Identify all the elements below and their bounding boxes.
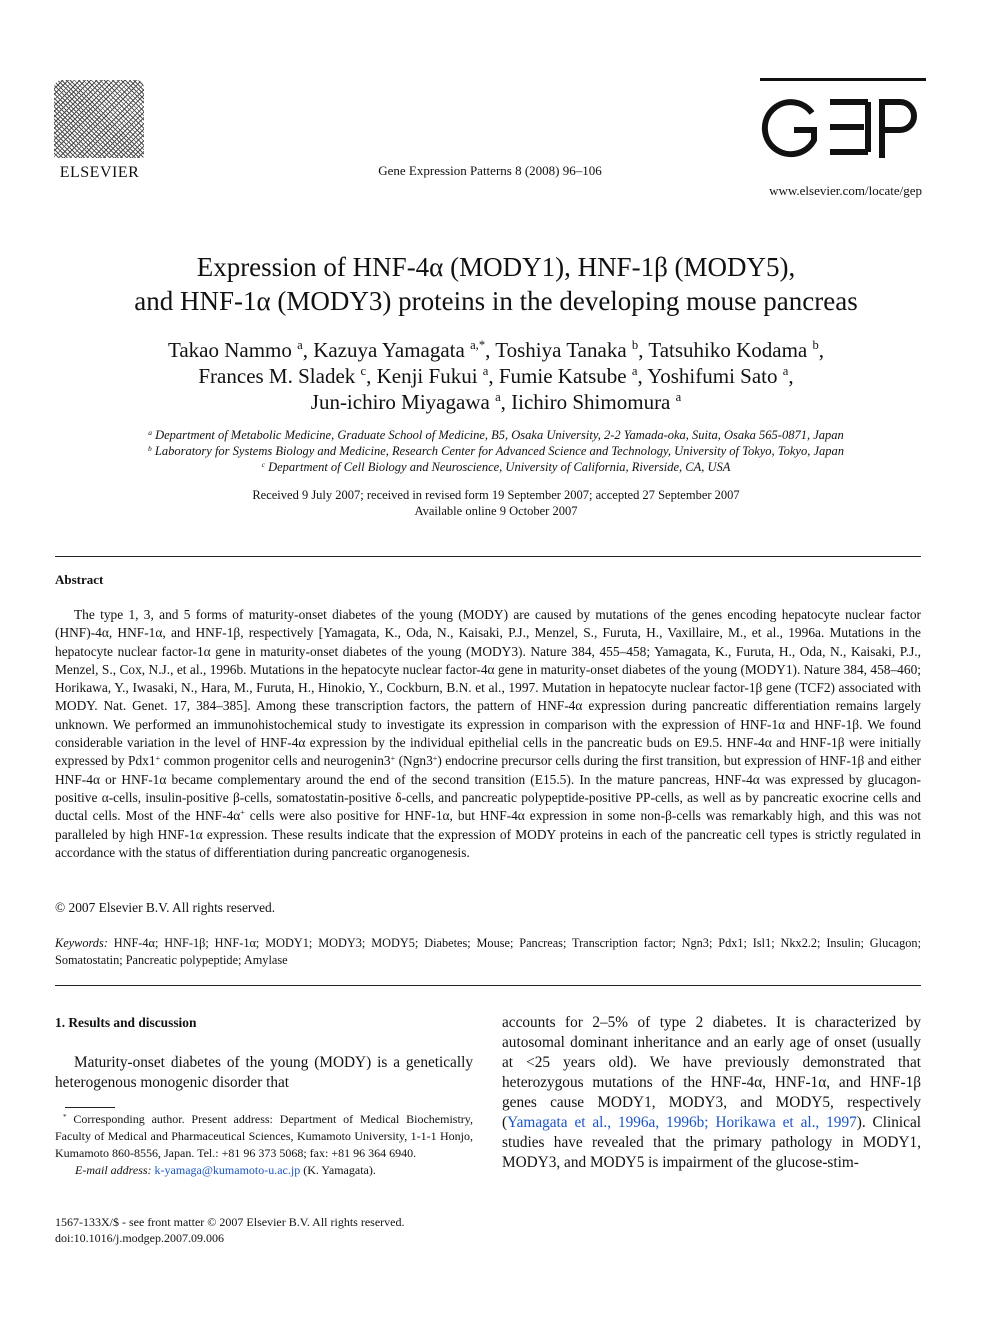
divider xyxy=(55,985,921,986)
keywords-list: HNF-4α; HNF-1β; HNF-1α; MODY1; MODY3; MODY5; Diabetes; Mouse; Pancreas; Transcription factor; Ngn3; Pdx1; Isl1; Nkx2.2; Insulin; Glucagon; Somatostatin; Pancreatic polypeptide; Amylase xyxy=(55,936,921,967)
author-line xyxy=(60,337,932,363)
author: Toshiya Tanaka $^b$, xyxy=(495,338,649,362)
front-matter: 1567-133X/$ - see front matter © 2007 Elsevier B.V. All rights reserved. xyxy=(55,1215,405,1229)
author: Takao Nammo $^a$, xyxy=(167,338,314,362)
author-line xyxy=(60,363,932,389)
received-dates: Received 9 July 2007; received in revised form 19 September 2007; accepted 27 September 2007 xyxy=(252,488,740,502)
affiliation: $^a$ Department of Metabolic Medicine, Graduate School of Medicine, B5, Osaka University, 2-2 Yamada-oka, Suita, Osaka 565-0871, Japan xyxy=(148,427,844,442)
doi: doi:10.1016/j.modgep.2007.09.006 xyxy=(55,1231,224,1245)
title-line-1: Expression of HNF-4α (MODY1), HNF-1β (MODY5), xyxy=(196,252,796,282)
journal-citation: Gene Expression Patterns 8 (2008) 96–106 xyxy=(378,163,602,178)
section-heading: 1. Results and discussion xyxy=(55,1015,197,1030)
elsevier-logo xyxy=(52,80,147,185)
body-text-col1: Maturity-onset diabetes of the young (MODY) is a genetically heterogenous monogenic disorder that xyxy=(55,1054,473,1091)
author: Frances M. Sladek $^c$, xyxy=(198,364,377,388)
abstract-copyright: © 2007 Elsevier B.V. All rights reserved. xyxy=(55,900,276,915)
abstract-heading: Abstract xyxy=(55,572,104,587)
online-date: Available online 9 October 2007 xyxy=(414,504,578,518)
author: Kenji Fukui $^a$, xyxy=(376,364,499,388)
divider xyxy=(55,556,921,557)
keywords xyxy=(55,935,921,969)
article-title xyxy=(40,250,952,318)
citation-link[interactable]: Yamagata et al., 1996a, 1996b; Horikawa et al., 1997 xyxy=(507,1114,857,1131)
page-footer xyxy=(55,1214,475,1246)
article-dates xyxy=(60,487,932,519)
author-list xyxy=(60,337,932,415)
elsevier-tree-icon xyxy=(54,80,144,158)
author: Yoshifumi Sato $^a$, xyxy=(647,364,794,388)
affiliation: $^b$ Laboratory for Systems Biology and Medicine, Research Center for Advanced Science and Technology, University of Tokyo, Tokyo, Japan xyxy=(148,443,844,458)
affiliations xyxy=(60,427,932,475)
gep-logo-icon xyxy=(760,78,926,178)
author: Tatsuhiko Kodama $^b$, xyxy=(648,338,825,362)
journal-url[interactable]: www.elsevier.com/locate/gep xyxy=(769,183,922,198)
footnote-rule xyxy=(65,1107,115,1108)
journal-logo xyxy=(760,78,926,178)
body-text-col2: accounts for 2–5% of type 2 diabetes. It is characterized by autosomal dominant inheritance and an early age of onset (usually at <25 years old). We have previously demonstrated that heterozygous mutations of the HNF-4α, HNF-1α, and HNF-1β genes cause MODY1, MODY3, and MODY5, respectively (Yamagata et al., 1996a, 1996b; Horikawa et al., 1997). Clinical studies have revealed that the primary pathology in MODY1, MODY3, and MODY5 is impairment of the glucose-stim- xyxy=(502,1014,921,1171)
journal-logo-text xyxy=(760,78,761,79)
author: Fumie Katsube $^a$, xyxy=(498,364,648,388)
abstract-text: The type 1, 3, and 5 forms of maturity-onset diabetes of the young (MODY) are caused by mutations of the genes encoding hepatocyte nuclear factor (HNF)-4α, HNF-1α, and HNF-1β, respectively [Yamagata, K., Oda, N., Kaisaki, P.J., Menzel, S., Furuta, H., Vaxillaire, M., et al., 1996a. Mutations in the hepatocyte nuclear factor-1α gene in maturity-onset diabetes of the young (MODY3). Nature 384, 455–458; Yamagata, K., Furuta, H., Oda, N., Kaisaki, P.J., Menzel, S., Cox, N.J., et al., 1996b. Mutations in the hepatocyte nuclear factor-4α gene in maturity-onset diabetes of the young (MODY1). Nature 384, 458–460; Horikawa, Y., Iwasaki, N., Hara, M., Furuta, H., Hinokio, Y., Cockburn, B.N. et al., 1997. Mutation in hepatocyte nuclear factor-1β gene (TCF2) associated with MODY. Nat. Genet. 17, 384–385]. Among these transcription factors, the pattern of HNF-4α expression during pancreatic differentiation remains largely unknown. We performed an immunohistochemical study to investigate its expression in comparison with the expression of HNF-1α and HNF-1β. We found considerable variation in the level of HNF-4α expression by the individual epithelial cells in the pancreatic buds on E9.5. HNF-4α and HNF-1β were initially expressed by Pdx1+ common progenitor cells and neurogenin3+ (Ngn3+) endocrine precursor cells during the first transition, but expression of HNF-1β and either HNF-4α or HNF-1α became complementary around the end of the second transition (E15.5). In the mature pancreas, HNF-4α was expressed by glucagon-positive α-cells, insulin-positive β-cells, somatostatin-positive δ-cells, and pancreatic polypeptide-positive PP-cells, as well as by pancreatic exocrine cells and ductal cells. Most of the HNF-4α+ cells were also positive for HNF-1α, but HNF-4α expression in some non-β-cells was remarkably high, and this was not paralleled by high HNF-1α expression. These results indicate that the expression of MODY proteins in each of the pancreatic cell types is strictly regulated in accordance with the status of differentiation during pancreatic organogenesis. xyxy=(55,607,922,860)
email-link[interactable]: k-yamaga@kumamoto-u.ac.jp xyxy=(154,1163,301,1177)
author: Kazuya Yamagata $^{a,*}$, xyxy=(313,338,496,362)
publisher-name: ELSEVIER xyxy=(59,164,140,181)
affiliation: $^c$ Department of Cell Biology and Neuroscience, University of California, Riverside, CA, USA xyxy=(261,459,731,474)
author: Iichiro Shimomura $^a$ xyxy=(511,390,682,414)
author-line xyxy=(60,389,932,415)
title-line-2: and HNF-1α (MODY3) proteins in the developing mouse pancreas xyxy=(134,286,858,316)
footnote: * Corresponding author. Present address: Department of Medical Biochemistry, Faculty of Medical and Pharmaceutical Sciences, Kumamoto University, 1-1-1 Honjo, Kumamoto 860-8556, Japan. Tel.: +81 96 373 5068; fax: +81 96 364 6940. E-mail address: k-yamaga@kumamoto-u.ac.jp (K. Yamagata). xyxy=(55,1112,473,1177)
author: Jun-ichiro Miyagawa $^a$, xyxy=(310,390,512,414)
keywords-label: Keywords: xyxy=(55,936,108,950)
